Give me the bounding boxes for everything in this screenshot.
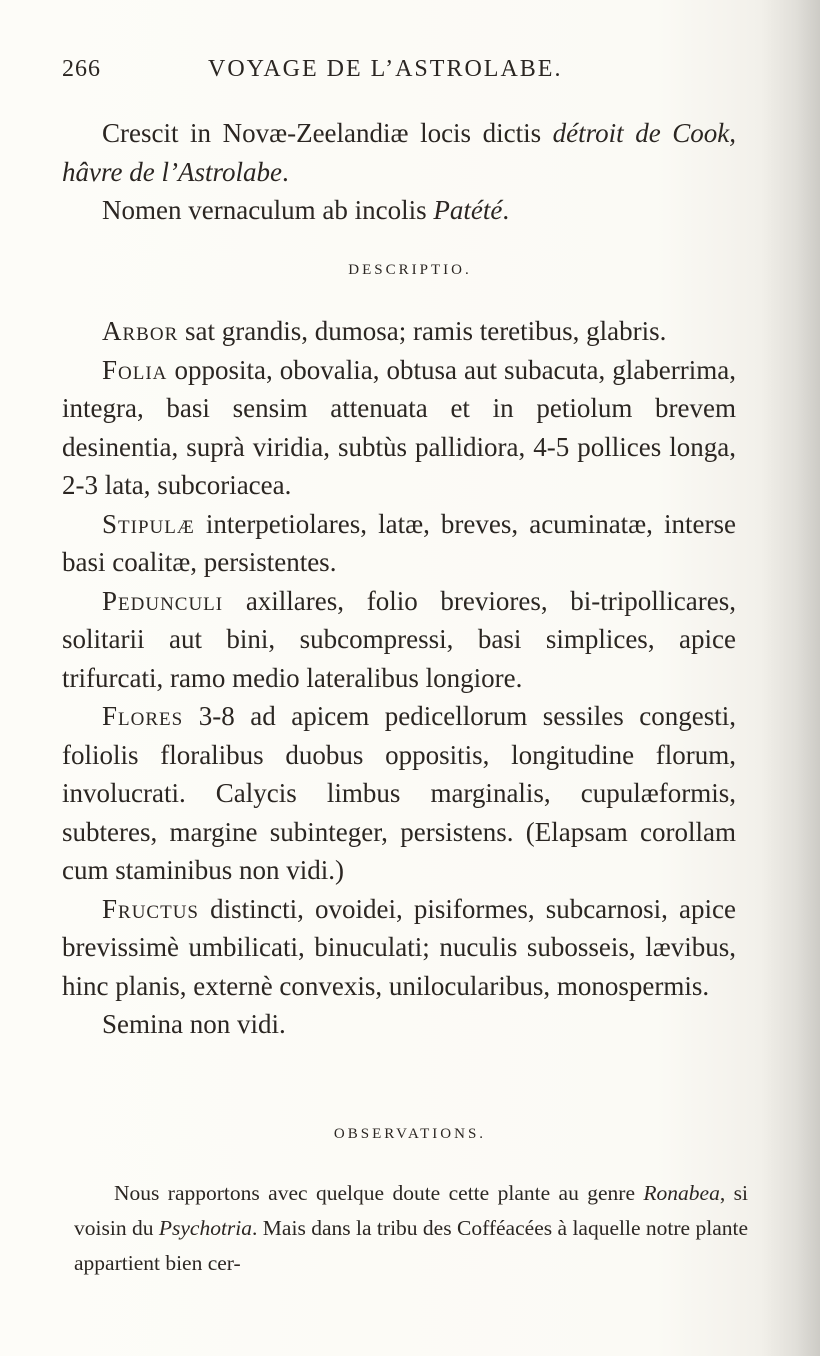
genus-ronabea: Ronabea (643, 1181, 720, 1205)
running-title: VOYAGE DE L’ASTROLABE. (208, 56, 563, 82)
observations-text-e: . Mais dans la tribu des Cofféacées à laquelle notre plante appartient bien cer- (74, 1216, 748, 1275)
observations-paragraph (74, 1176, 748, 1281)
descriptio-paragraph (62, 582, 736, 698)
descriptio-body: distincti, ovoidei, pisiformes, subcarnosi, apice brevissimè umbilicati, binuculati; nuculis subosseis, lævibus, hinc planis, externè convexis, unilocularibus, monospermis. (62, 893, 736, 1001)
descriptio-body: interpetiolares, latæ, breves, acuminatæ, interse basi coalitæ, persistentes. (62, 508, 736, 577)
descriptio-text (62, 312, 736, 1044)
intro-p1-locality: détroit de Cook, hâvre de l’Astrolabe (62, 118, 736, 187)
descriptio-body: Semina non vidi. (102, 1009, 286, 1039)
descriptio-paragraph (62, 1005, 736, 1044)
descriptio-term: Stipulæ (102, 508, 195, 539)
intro-text (62, 114, 736, 230)
running-head (62, 56, 742, 92)
observations-text-c: , si voisin du (74, 1181, 748, 1240)
descriptio-paragraph (62, 505, 736, 582)
intro-p1-end: . (281, 156, 289, 187)
intro-p2-end: . (502, 195, 510, 225)
page-number: 266 (62, 56, 101, 82)
intro-p2-text: Nomen vernaculum ab incolis (102, 195, 434, 225)
descriptio-term: Pedunculi (102, 585, 224, 616)
descriptio-body: 3-8 ad apicem pedicellorum sessiles congesti, foliolis floralibus duobus oppositis, longitudine florum, involucrati. Calycis limbus marginalis, cupulæformis, subteres, margine subinteger, persistens. (Elapsam corollam cum staminibus non vidi.) (62, 701, 736, 885)
descriptio-paragraph (62, 890, 736, 1006)
observations-heading: OBSERVATIONS. (333, 1126, 487, 1142)
genus-psychotria: Psychotria (158, 1216, 253, 1240)
descriptio-term: Folia (102, 354, 168, 385)
descriptio-body: axillares, folio breviores, bi-tripollicares, solitarii aut bini, subcompressi, basi simplices, apice trifurcati, ramo medio lateralibus longiore. (62, 585, 736, 693)
descriptio-paragraph (62, 312, 736, 351)
descriptio-body: sat grandis, dumosa; ramis teretibus, glabris. (178, 316, 667, 346)
descriptio-term: Flores (102, 701, 184, 731)
descriptio-paragraph (62, 351, 736, 505)
intro-p1-text: Crescit in Novæ-Zeelandiæ locis dictis (102, 118, 553, 148)
descriptio-term: Arbor (102, 316, 179, 346)
observations-text (74, 1176, 748, 1281)
descriptio-heading: DESCRIPTIO. (348, 262, 472, 278)
observations-text-a: Nous rapportons avec quelque doute cette plante au genre (114, 1181, 644, 1205)
intro-paragraph-1 (62, 114, 736, 191)
descriptio-term: Fructus (102, 893, 199, 924)
descriptio-body: opposita, obovalia, obtusa aut subacuta, glaberrima, integra, basi sensim attenuata et in petiolum brevem desinentia, suprà viridia, subtùs pallidiora, 4-5 pollices longa, 2-3 lata, subcoriacea. (62, 354, 736, 500)
descriptio-paragraph (62, 697, 736, 890)
intro-paragraph-2 (62, 191, 736, 230)
page-edge-shadow (760, 0, 820, 1356)
vernacular-name: Patété (433, 195, 503, 225)
